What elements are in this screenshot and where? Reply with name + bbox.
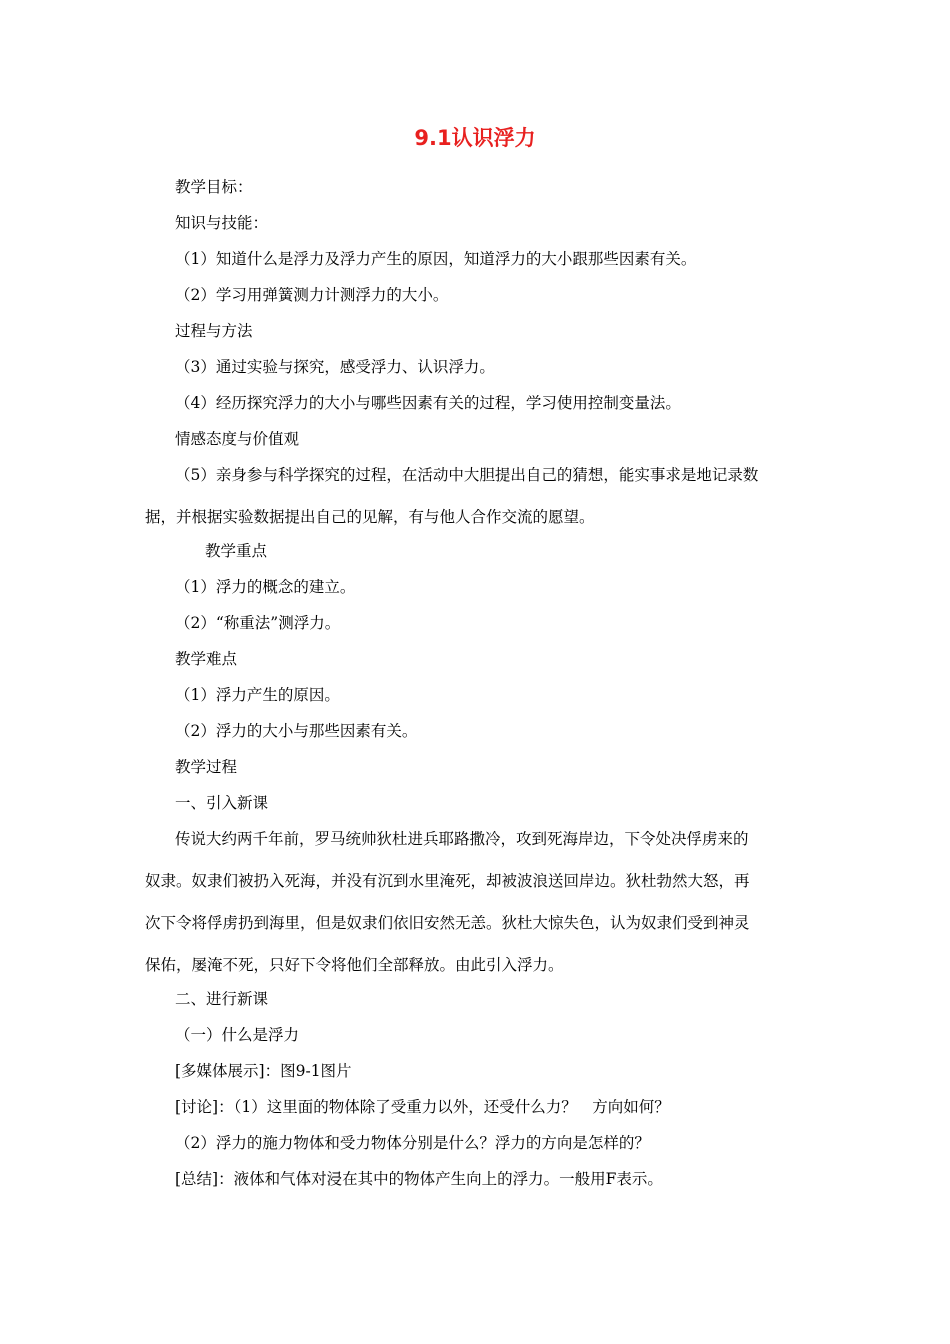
heading-teaching-goals: 教学目标： [175,178,253,196]
heading-difficult-points: 教学难点 [175,650,238,668]
multimedia-note: [多媒体展示]：图9-1图片 [175,1062,352,1080]
key-point-2: （2）“称重法”测浮力。 [175,614,341,632]
section-new-lesson: 二、进行新课 [175,990,269,1008]
story-paragraph-line-4: 保佑，屡淹不死，只好下令将他们全部释放。由此引入浮力。 [145,956,564,974]
summary-note: [总结]：液体和气体对浸在其中的物体产生向上的浮力。一般用F表示。 [175,1170,663,1188]
goal-item-1: （1）知道什么是浮力及浮力产生的原因，知道浮力的大小跟那些因素有关。 [175,250,697,268]
goal-item-2: （2）学习用弹簧测力计测浮力的大小。 [175,286,449,304]
heading-teaching-process: 教学过程 [175,758,238,776]
section-introduction: 一、引入新课 [175,794,269,812]
goal-item-4: （4）经历探究浮力的大小与哪些因素有关的过程，学习使用控制变量法。 [175,394,681,412]
key-point-1: （1）浮力的概念的建立。 [175,578,356,596]
subsection-what-is-buoyancy: （一）什么是浮力 [175,1026,300,1044]
document-title: 9.1认识浮力 [414,126,536,150]
story-paragraph-line-1: 传说大约两千年前，罗马统帅狄杜进兵耶路撒冷，攻到死海岸边，下令处决俘虏来的 [175,830,749,848]
subheading-attitude-values: 情感态度与价值观 [175,430,300,448]
difficult-point-2: （2）浮力的大小与那些因素有关。 [175,722,418,740]
discussion-question-2: （2）浮力的施力物体和受力物体分别是什么？浮力的方向是怎样的？ [175,1134,650,1152]
discussion-question-1: [讨论]：（1）这里面的物体除了受重力以外，还受什么力？ 方向如何？ [175,1098,670,1116]
goal-item-3: （3）通过实验与探究，感受浮力、认识浮力。 [175,358,495,376]
story-paragraph-line-3: 次下令将俘虏扔到海里，但是奴隶们依旧安然无恙。狄杜大惊失色，认为奴隶们受到神灵 [145,914,750,932]
subheading-knowledge-skills: 知识与技能： [175,214,269,232]
goal-item-5: （5）亲身参与科学探究的过程，在活动中大胆提出自己的猜想，能实事求是地记录数 [175,466,759,484]
goal-item-5-continued: 据，并根据实验数据提出自己的见解，有与他人合作交流的愿望。 [145,508,595,526]
story-paragraph-line-2: 奴隶。奴隶们被扔入死海，并没有沉到水里淹死，却被波浪送回岸边。狄杜勃然大怒，再 [145,872,750,890]
subheading-process-method: 过程与方法 [175,322,253,340]
difficult-point-1: （1）浮力产生的原因。 [175,686,340,704]
heading-key-points: 教学重点 [205,542,268,560]
